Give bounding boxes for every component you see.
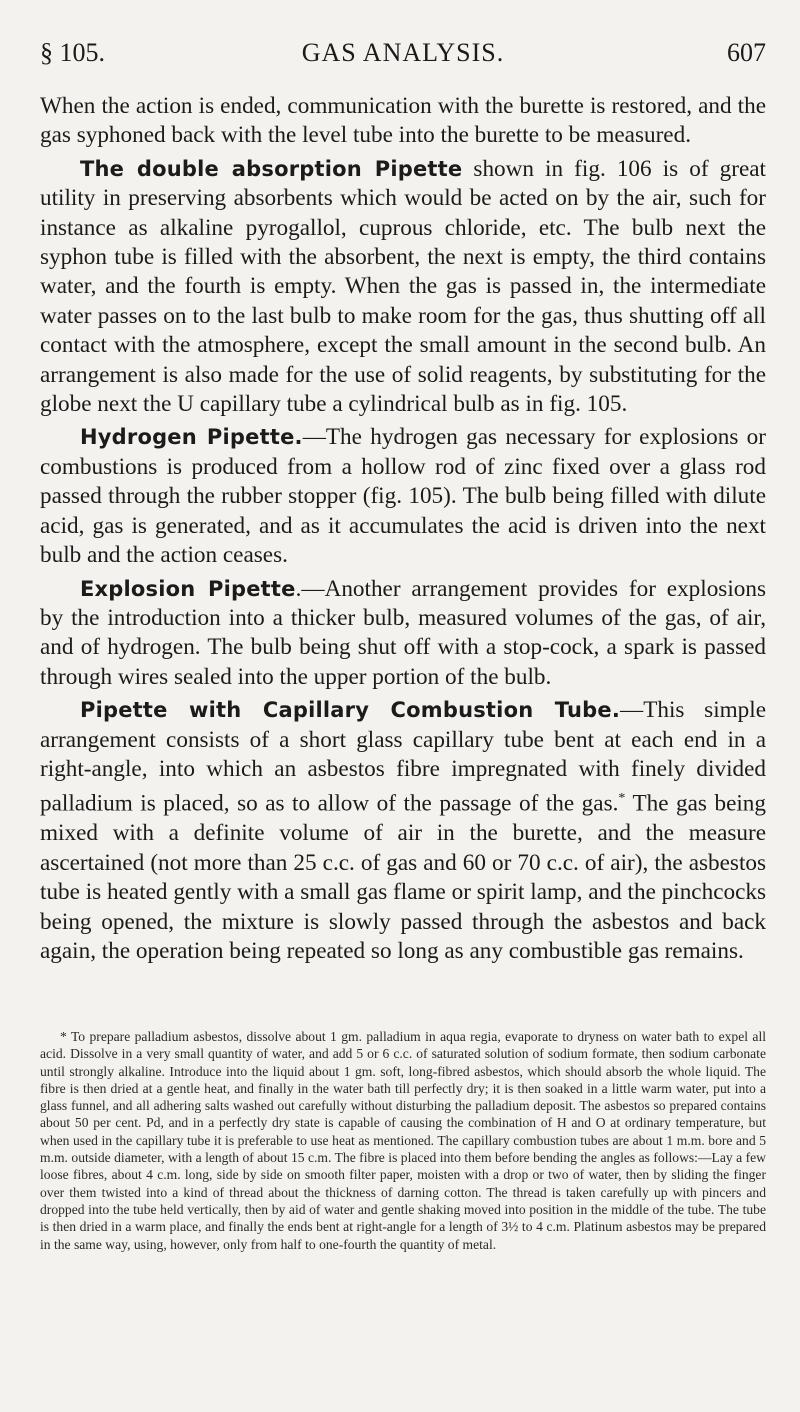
footnote-marker: * — [618, 791, 626, 807]
section-number: § 105. — [40, 38, 105, 67]
paragraph-double-absorption-pipette — [40, 155, 766, 420]
paragraph-text: —This simple arrangement consists of a short glass capillary tube bent at each end in a right-angle, into which an asbestos fibre impregnated with finely divided palladium is placed, so as to allow of the passage of the gas. — [40, 697, 767, 818]
running-title: GAS ANALYSIS. — [301, 38, 505, 67]
paragraph-burette-restored: When the action is ended, communication with the burette is restored, and the gas syphoned back with the level tube into the burette to be measured. — [40, 93, 766, 149]
paragraph-text: —The hydrogen gas necessary for explosions or combustions is produced from a hollow rod of zinc fixed over a glass rod passed through the rubber stopper (fig. 105). The bulb being filled with dilute acid, gas is generated, and as it accumulates the acid is driven into the next bulb and the action ceases. — [40, 424, 766, 569]
paragraph-text: shown in fig. 106 is of great utility in preserving absorbents which would be acted on by the air, such for instance as alkaline pyrogallol, cuprous chloride, etc. The bulb next the syphon tube is filled with the absorbent, the next is empty, the third contains water, and the fourth is empty. When the gas is passed in, the intermediate water passes on to the last bulb to make room for the gas, thus shutting off all contact with the atmosphere, except the small amount in the second bulb. An arrangement is also made for the use of solid reagents, by substituting for the globe next the U capillary tube a cylindrical bulb as in fig. 105. — [40, 155, 766, 418]
paragraph-text: .—Another arrangement provides for explosions by the introduction into a thicker bulb, measured volumes of the gas, of air, and of hydrogen. The bulb being shut off with a stop-cock, a spark is passed through wires sealed into the upper portion of the bulb. — [40, 575, 766, 690]
running-head — [40, 38, 766, 72]
body-text — [40, 92, 766, 971]
heading-explosion-pipette: Explosion Pipette — [80, 576, 296, 601]
paragraph-capillary-combustion — [40, 696, 766, 966]
book-page — [40, 0, 766, 1412]
footnote-text: * To prepare palladium asbestos, dissolve about 1 gm. palladium in aqua regia, evaporate to dryness on water bath to expel all acid. Dissolve in a very small quantity of water, and add 5 or 6 c.c. of saturated solution of sodium formate, then sodium carbonate until strongly alkaline. Introduce into the liquid about 1 gm. soft, long-fibred asbestos, which should absorb the whole liquid. The fibre is then dried at a gentle heat, and finally in the water bath till perfectly dry; it is then soaked in a little warm water, put into a glass funnel, and all adhering salts washed out carefully without disturbing the palladium deposit. The asbestos so prepared contains about 50 per cent. Pd, and in a perfectly dry state is capable of causing the combination of H and O at ordinary temperature, but when used in the capillary tube it is preferable to use heat as mentioned. The capillary combustion tubes are about 1 m.m. bore and 5 m.m. outside diameter, with a length of about 15 c.m. The fibre is placed into them before bending the angles as follows:—Lay a few loose fibres, about 4 c.m. long, side by side on smooth filter paper, moisten with a drop or two of water, then by sliding the finger over them twisted into a kind of thread about the thickness of darning cotton. The thread is taken carefully up with pincers and dropped into the tube held vertically, then by aid of water and gentle shaking moved into position in the middle of the tube. The tube is then dried in a warm place, and finally the ends bent at right-angle for a length of 3½ to 4 c.m. Platinum asbestos may be prepared in the same way, using, however, only from half to one-fourth the quantity of metal. — [40, 1029, 766, 1252]
paragraph-explosion-pipette — [40, 575, 766, 693]
paragraph-text: The gas being mixed with a definite volume of air in the burette, and the measure ascertained (not more than 25 c.c. of gas and 60 or 70 c.c. of air), the asbestos tube is heated gently with a small gas flame or spirit lamp, and the pinchcocks being opened, the mixture is slowly passed through the asbestos and back again, the operation being repeated so long as any combustible gas remains. — [40, 791, 766, 965]
heading-double-absorption-pipette: The double absorption Pipette — [80, 156, 463, 181]
paragraph-hydrogen-pipette — [40, 423, 766, 570]
heading-hydrogen-pipette: Hydrogen Pipette. — [80, 425, 303, 450]
page-number: 607 — [727, 38, 766, 67]
heading-capillary-combustion: Pipette with Capillary Combustion Tube. — [80, 698, 621, 723]
footnote — [40, 1028, 766, 1253]
